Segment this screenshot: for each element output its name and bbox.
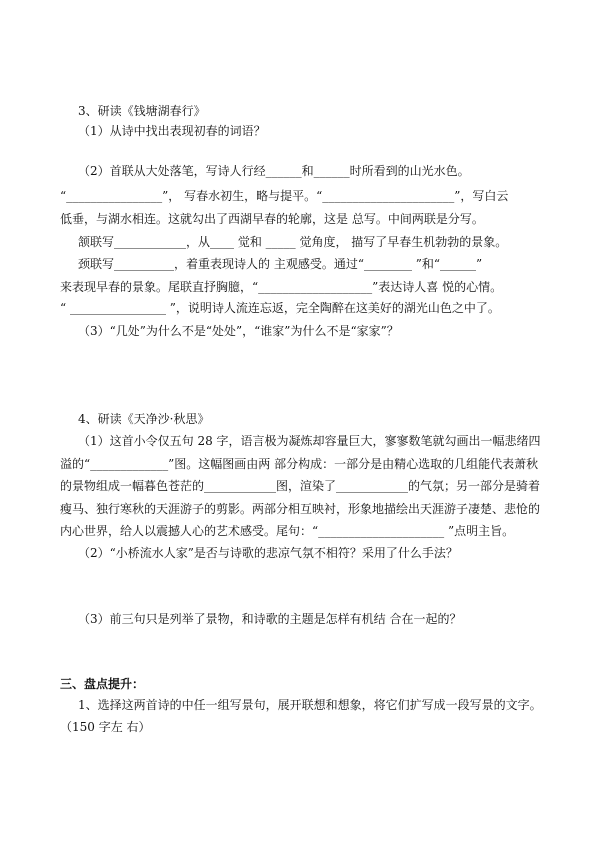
q3-2-line-1: （2）首联从大处落笔，写诗人行经______和______时所看到的山光水色。 (78, 164, 470, 178)
q3-3-question: （3）“几处”为什么不是“处处”，“谁家”为什么不是“家家”？ (78, 324, 399, 338)
part3-1-line-1: 1、选择这两首诗的中任一组写景句，展开联想和想象，将它们扩写成一段写景的文字。 (78, 698, 542, 712)
part3-1-line-2: （150 字左 右） (60, 720, 151, 734)
part3-title: 三、盘点提升： (60, 677, 145, 691)
q3-2-line-7: “ ________________ ”，说明诗人流连忘返，完全陶醉在这美好的湖光山色之中了。 (60, 301, 500, 315)
q4-1-line-5: 内心世界，给人以震撼人心的艺术感受。尾句：“_____________________ ”点明主旨。 (60, 524, 515, 538)
q3-title: 3、研读《钱塘湖春行》 (78, 104, 206, 118)
q4-2-question: （2）“小桥流水人家”是否与诗歌的悲凉气氛不相符？采用了什么手法？ (78, 546, 458, 560)
q4-1-line-1: （1）这首小令仅五句 28 字，语言极为凝炼却容量巨大，寥寥数笔就勾画出一幅悲绪四 (78, 434, 541, 448)
q3-2-line-2: “________________”， 写春水初生，略与提平。“______________________”，写白云 (60, 189, 509, 203)
q3-2-line-6: 来表现早春的景象。尾联直抒胸臆，“___________________”表达诗人喜 悦的心情。 (60, 280, 503, 294)
q4-1-line-4: 瘦马、独行寒秋的天涯游子的剪影。两部分相互映衬，形象地描绘出天涯游子凄楚、悲怆的 (60, 502, 541, 516)
q3-2-line-4: 颔联写____________，从____ 觉和 _____ 觉角度， 描写了早春生机勃勃的景象。 (78, 235, 508, 249)
q3-2-line-5: 颈联写__________，着重表现诗人的 主观感受。通过“________ ”和“______” (78, 257, 483, 271)
q4-title: 4、研读《天净沙·秋思》 (78, 412, 210, 426)
q4-1-line-2: 溢的“_____________”图。这幅图画由两 部分构成：一部分是由精心选取的几组能代表萧秋 (60, 457, 539, 471)
q4-3-question: （3）前三句只是列举了景物，和诗歌的主题是怎样有机结 合在一起的？ (78, 612, 462, 626)
q3-2-line-3: 低垂，与湖水相连。这就勾出了西湖早春的轮廓，这是 总写。中间两联是分写。 (60, 212, 484, 226)
q4-1-line-3: 的景物组成一幅暮色苍茫的____________图，渲染了____________的气氛；另一部分是骑着 (60, 479, 541, 493)
q3-1-question: （1）从诗中找出表现初春的词语？ (78, 124, 266, 138)
